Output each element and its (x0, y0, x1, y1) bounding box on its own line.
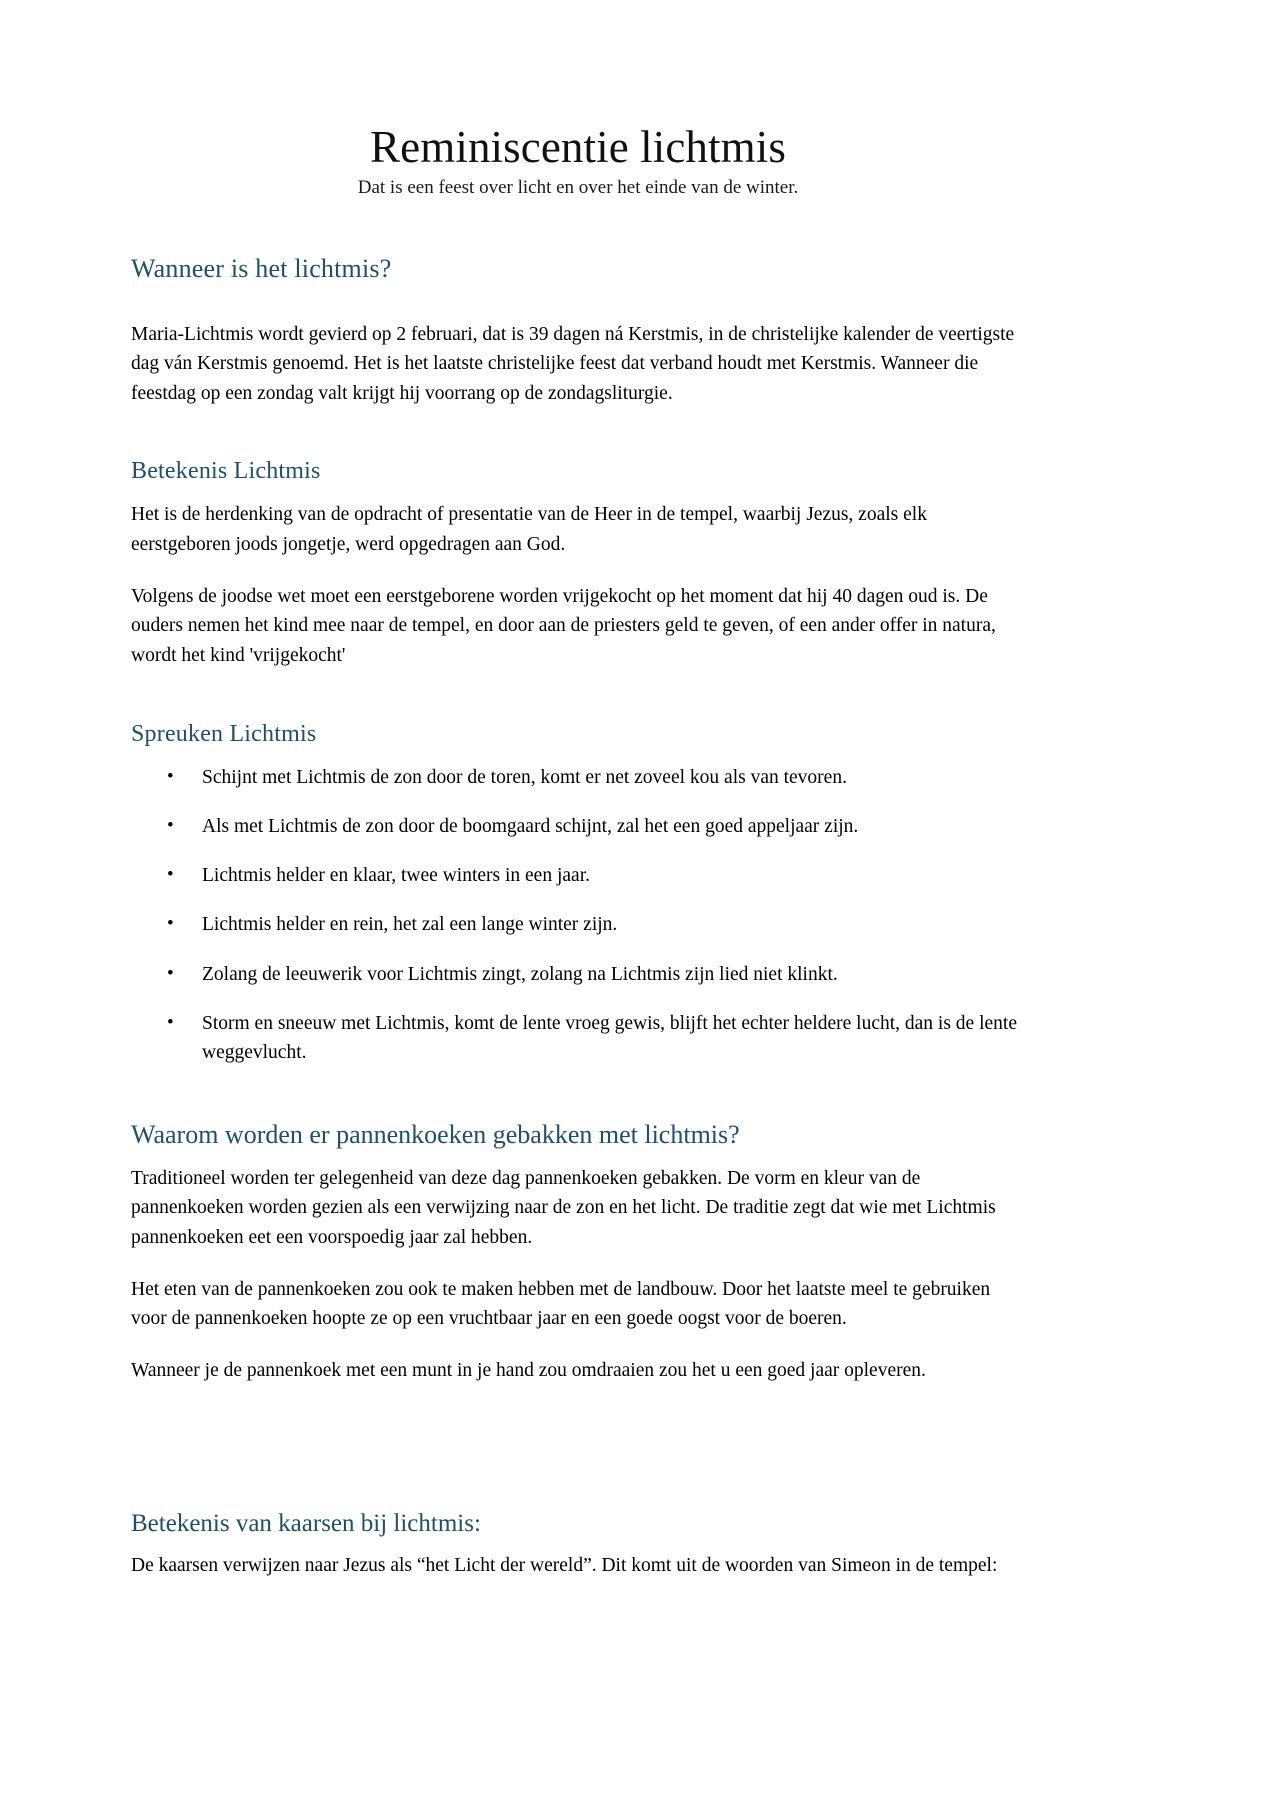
list-item-label: Als met Lichtmis de zon door de boomgaard schijnt, zal het een goed appeljaar zijn. (202, 815, 859, 837)
paragraph-wanneer-1: Maria-Lichtmis wordt gevierd op 2 februari, dat is 39 dagen ná Kerstmis, in de christelijke kalender de veertigste dag ván Kerstmis genoemd. Het is het laatste christelijke feest dat verband houdt met Kerstmis. Wanneer die feestdag op een zondag valt krijgt hij voorrang op de zondagsliturgie. (131, 323, 1015, 404)
section-betekenis-lichtmis (131, 456, 1025, 670)
bullet-icon: • (167, 962, 174, 984)
paragraph-pannenkoeken-3: Wanneer je de pannenkoek met een munt in je hand zou omdraaien zou het u een goed jaar opleveren. (131, 1359, 926, 1381)
heading-betekenis-lichtmis: Betekenis Lichtmis (131, 458, 321, 485)
paragraph-pannenkoeken-1: Traditioneel worden ter gelegenheid van deze dag pannenkoeken gebakken. De vorm en kleur van de pannenkoeken worden gezien als een verwijzing naar de zon en het licht. De traditie zegt dat wie met Lichtmis pannenkoeken eet een voorspoedig jaar zal hebben. (131, 1167, 996, 1249)
list-item-label: Lichtmis helder en klaar, twee winters in een jaar. (202, 865, 590, 887)
paragraph-pannenkoeken-2: Het eten van de pannenkoeken zou ook te maken hebben met de landbouw. Door het laatste meel te gebruiken voor de pannenkoeken hoopte ze op een vruchtbaar jaar en een goede oogst voor de boeren. (131, 1278, 991, 1330)
list-item (131, 910, 1025, 939)
page-subtitle: Dat is een feest over licht en over het einde van de winter. (357, 177, 799, 199)
spacer (131, 693, 1025, 719)
bullet-icon: • (167, 913, 174, 935)
list-item-label: Storm en sneeuw met Lichtmis, komt de lente vroeg gewis, blijft het echter heldere lucht, dan is de lente weggevlucht. (202, 1012, 1017, 1064)
list-item-label: Schijnt met Lichtmis de zon door de toren, komt er net zoveel kou als van tevoren. (202, 766, 847, 788)
bullet-icon: • (167, 765, 174, 787)
list-item (131, 1009, 1025, 1068)
bullet-icon: • (167, 1011, 174, 1033)
section-pannenkoeken (131, 1119, 1025, 1385)
list-item-label: Lichtmis helder en rein, het zal een lange winter zijn. (202, 914, 618, 936)
heading-betekenis-kaarsen: Betekenis van kaarsen bij lichtmis: (131, 1509, 481, 1537)
spacer (131, 1067, 1025, 1119)
heading-waarom-pannenkoeken: Waarom worden er pannenkoeken gebakken met lichtmis? (131, 1120, 740, 1150)
list-item (131, 763, 1025, 792)
section-wanneer (131, 253, 1025, 408)
bullet-icon: • (167, 814, 174, 836)
paragraph-betekenis-1: Het is de herdenking van de opdracht of presentatie van de Heer in de tempel, waarbij Jezus, zoals elk eerstgeboren joods jongetje, werd opgedragen aan God. (131, 504, 927, 556)
spacer (131, 430, 1025, 456)
list-item (131, 960, 1025, 989)
bullet-icon: • (167, 864, 174, 886)
page-title: Reminiscentie lichtmis (370, 122, 786, 172)
heading-wanneer-is-het-lichtmis: Wanneer is het lichtmis? (131, 254, 392, 284)
list-item (131, 812, 1025, 841)
section-kaarsen (131, 1508, 1025, 1581)
list-item-label: Zolang de leeuwerik voor Lichtmis zingt, zolang na Lichtmis zijn lied niet klinkt. (202, 963, 838, 985)
list-item (131, 861, 1025, 890)
spreuken-list (131, 763, 1025, 1068)
spacer (131, 1408, 1025, 1508)
paragraph-kaarsen-1: De kaarsen verwijzen naar Jezus als “het Licht der wereld”. Dit komt uit de woorden van Simeon in de tempel: (131, 1554, 998, 1576)
heading-spreuken-lichtmis: Spreuken Lichtmis (131, 720, 317, 747)
section-spreuken-lichtmis (131, 719, 1025, 1068)
paragraph-betekenis-2: Volgens de joodse wet moet een eerstgeborene worden vrijgekocht op het moment dat hij 40 dagen oud is. De ouders nemen het kind mee naar de tempel, en door aan de priesters geld te geven, of een ander offer in natura, wordt het kind 'vrijgekocht' (131, 585, 996, 666)
